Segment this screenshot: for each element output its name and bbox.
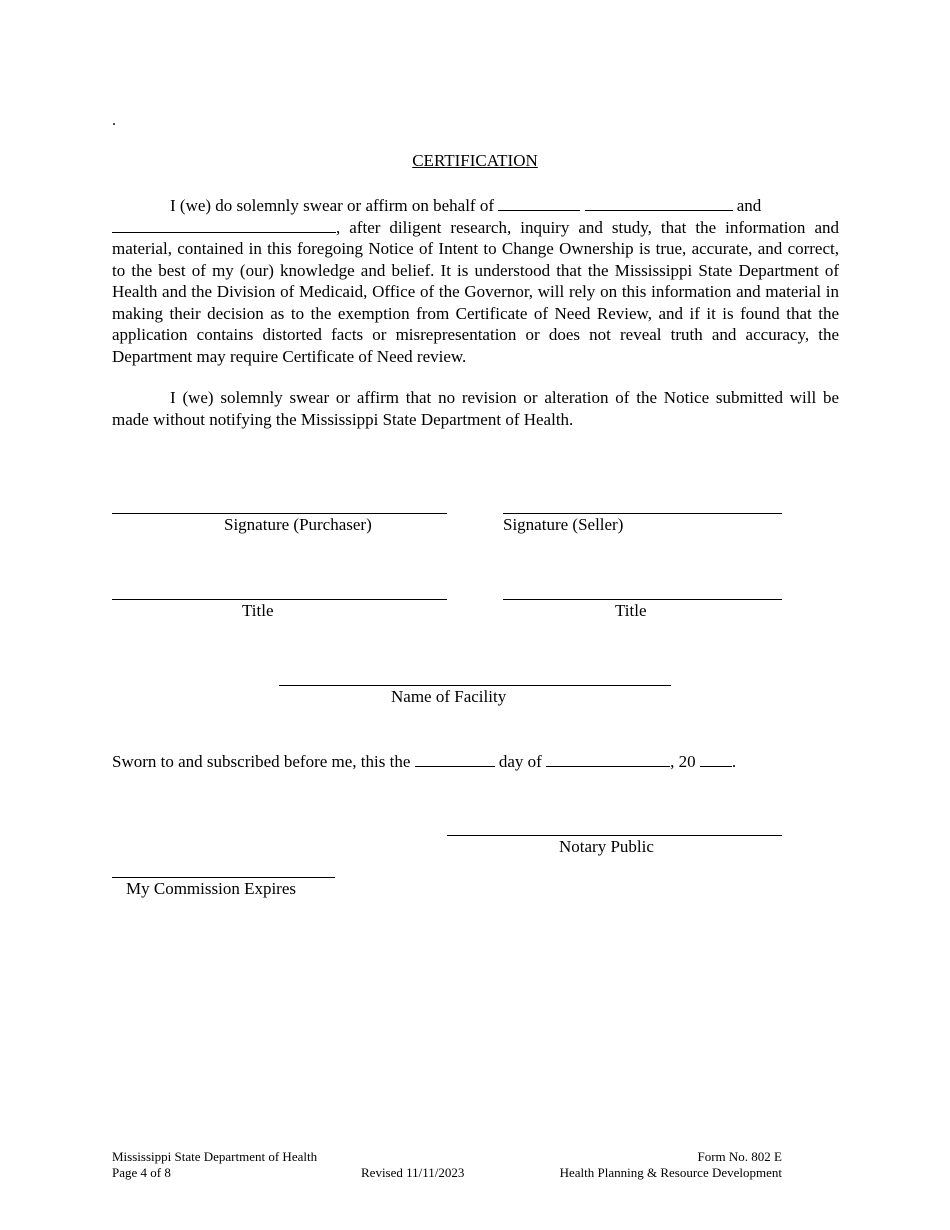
year-field[interactable]: [700, 751, 732, 767]
sworn-text-4: .: [731, 752, 737, 771]
footer-division: Health Planning & Resource Development: [559, 1165, 782, 1180]
footer-form-number: Form No. 802 E: [697, 1149, 782, 1164]
seller-title-line[interactable]: [503, 599, 782, 600]
purchaser-title-line[interactable]: [112, 599, 447, 600]
behalf-of-field-2[interactable]: [585, 195, 733, 211]
purchaser-title-label: Title: [242, 601, 274, 620]
page-title: CERTIFICATION: [412, 151, 538, 170]
purchaser-signature-label: Signature (Purchaser): [224, 515, 372, 534]
certification-paragraph: [112, 195, 839, 367]
purchaser-signature-line[interactable]: [112, 513, 447, 514]
facility-name-label: Name of Facility: [391, 687, 507, 706]
notary-label: Notary Public: [559, 837, 654, 856]
sworn-text-2: day of: [494, 752, 547, 771]
revision-paragraph: [112, 387, 839, 430]
behalf-of-field-3[interactable]: [112, 217, 336, 233]
sworn-statement: [112, 751, 736, 772]
seller-signature-line[interactable]: [503, 513, 782, 514]
leading-mark: .: [112, 112, 116, 129]
footer-department: Mississippi State Department of Health: [112, 1149, 318, 1164]
facility-name-line[interactable]: [279, 685, 671, 686]
footer-revised: Revised 11/11/2023: [361, 1165, 465, 1180]
footer-page-number: Page 4 of 8: [112, 1165, 171, 1180]
para1-and: and: [732, 196, 762, 215]
para1-start: I (we) do solemnly swear or affirm on behalf of: [170, 196, 499, 215]
para2-text: I (we) solemnly swear or affirm that no revision or alteration of the Notice submitted will be made without notifying the Mississippi State Department of Health.: [112, 388, 839, 429]
month-field[interactable]: [546, 751, 670, 767]
commission-label: My Commission Expires: [126, 879, 297, 898]
commission-line[interactable]: [112, 877, 335, 878]
sworn-text-1: Sworn to and subscribed before me, this the: [112, 752, 415, 771]
notary-line[interactable]: [447, 835, 782, 836]
day-field[interactable]: [415, 751, 495, 767]
seller-signature-label: Signature (Seller): [503, 515, 624, 534]
behalf-of-field-1[interactable]: [498, 195, 580, 211]
para1-rest: , after diligent research, inquiry and study, that the information and material, contained in this foregoing Notice of Intent to Change Ownership is true, accurate, and correct, to the best of my (our) knowledge and belief. It is understood that the Mississippi State Department of Health and the Division of Medicaid, Office of the Governor, will rely on this information and material in making their decision as to the exemption from Certificate of Need Review, and if it is found that the application contains distorted facts or misrepresentation or does not reveal truth and accuracy, the Department may require Certificate of Need review.: [112, 217, 839, 366]
seller-title-label: Title: [615, 601, 647, 620]
sworn-text-3: , 20: [670, 752, 700, 771]
